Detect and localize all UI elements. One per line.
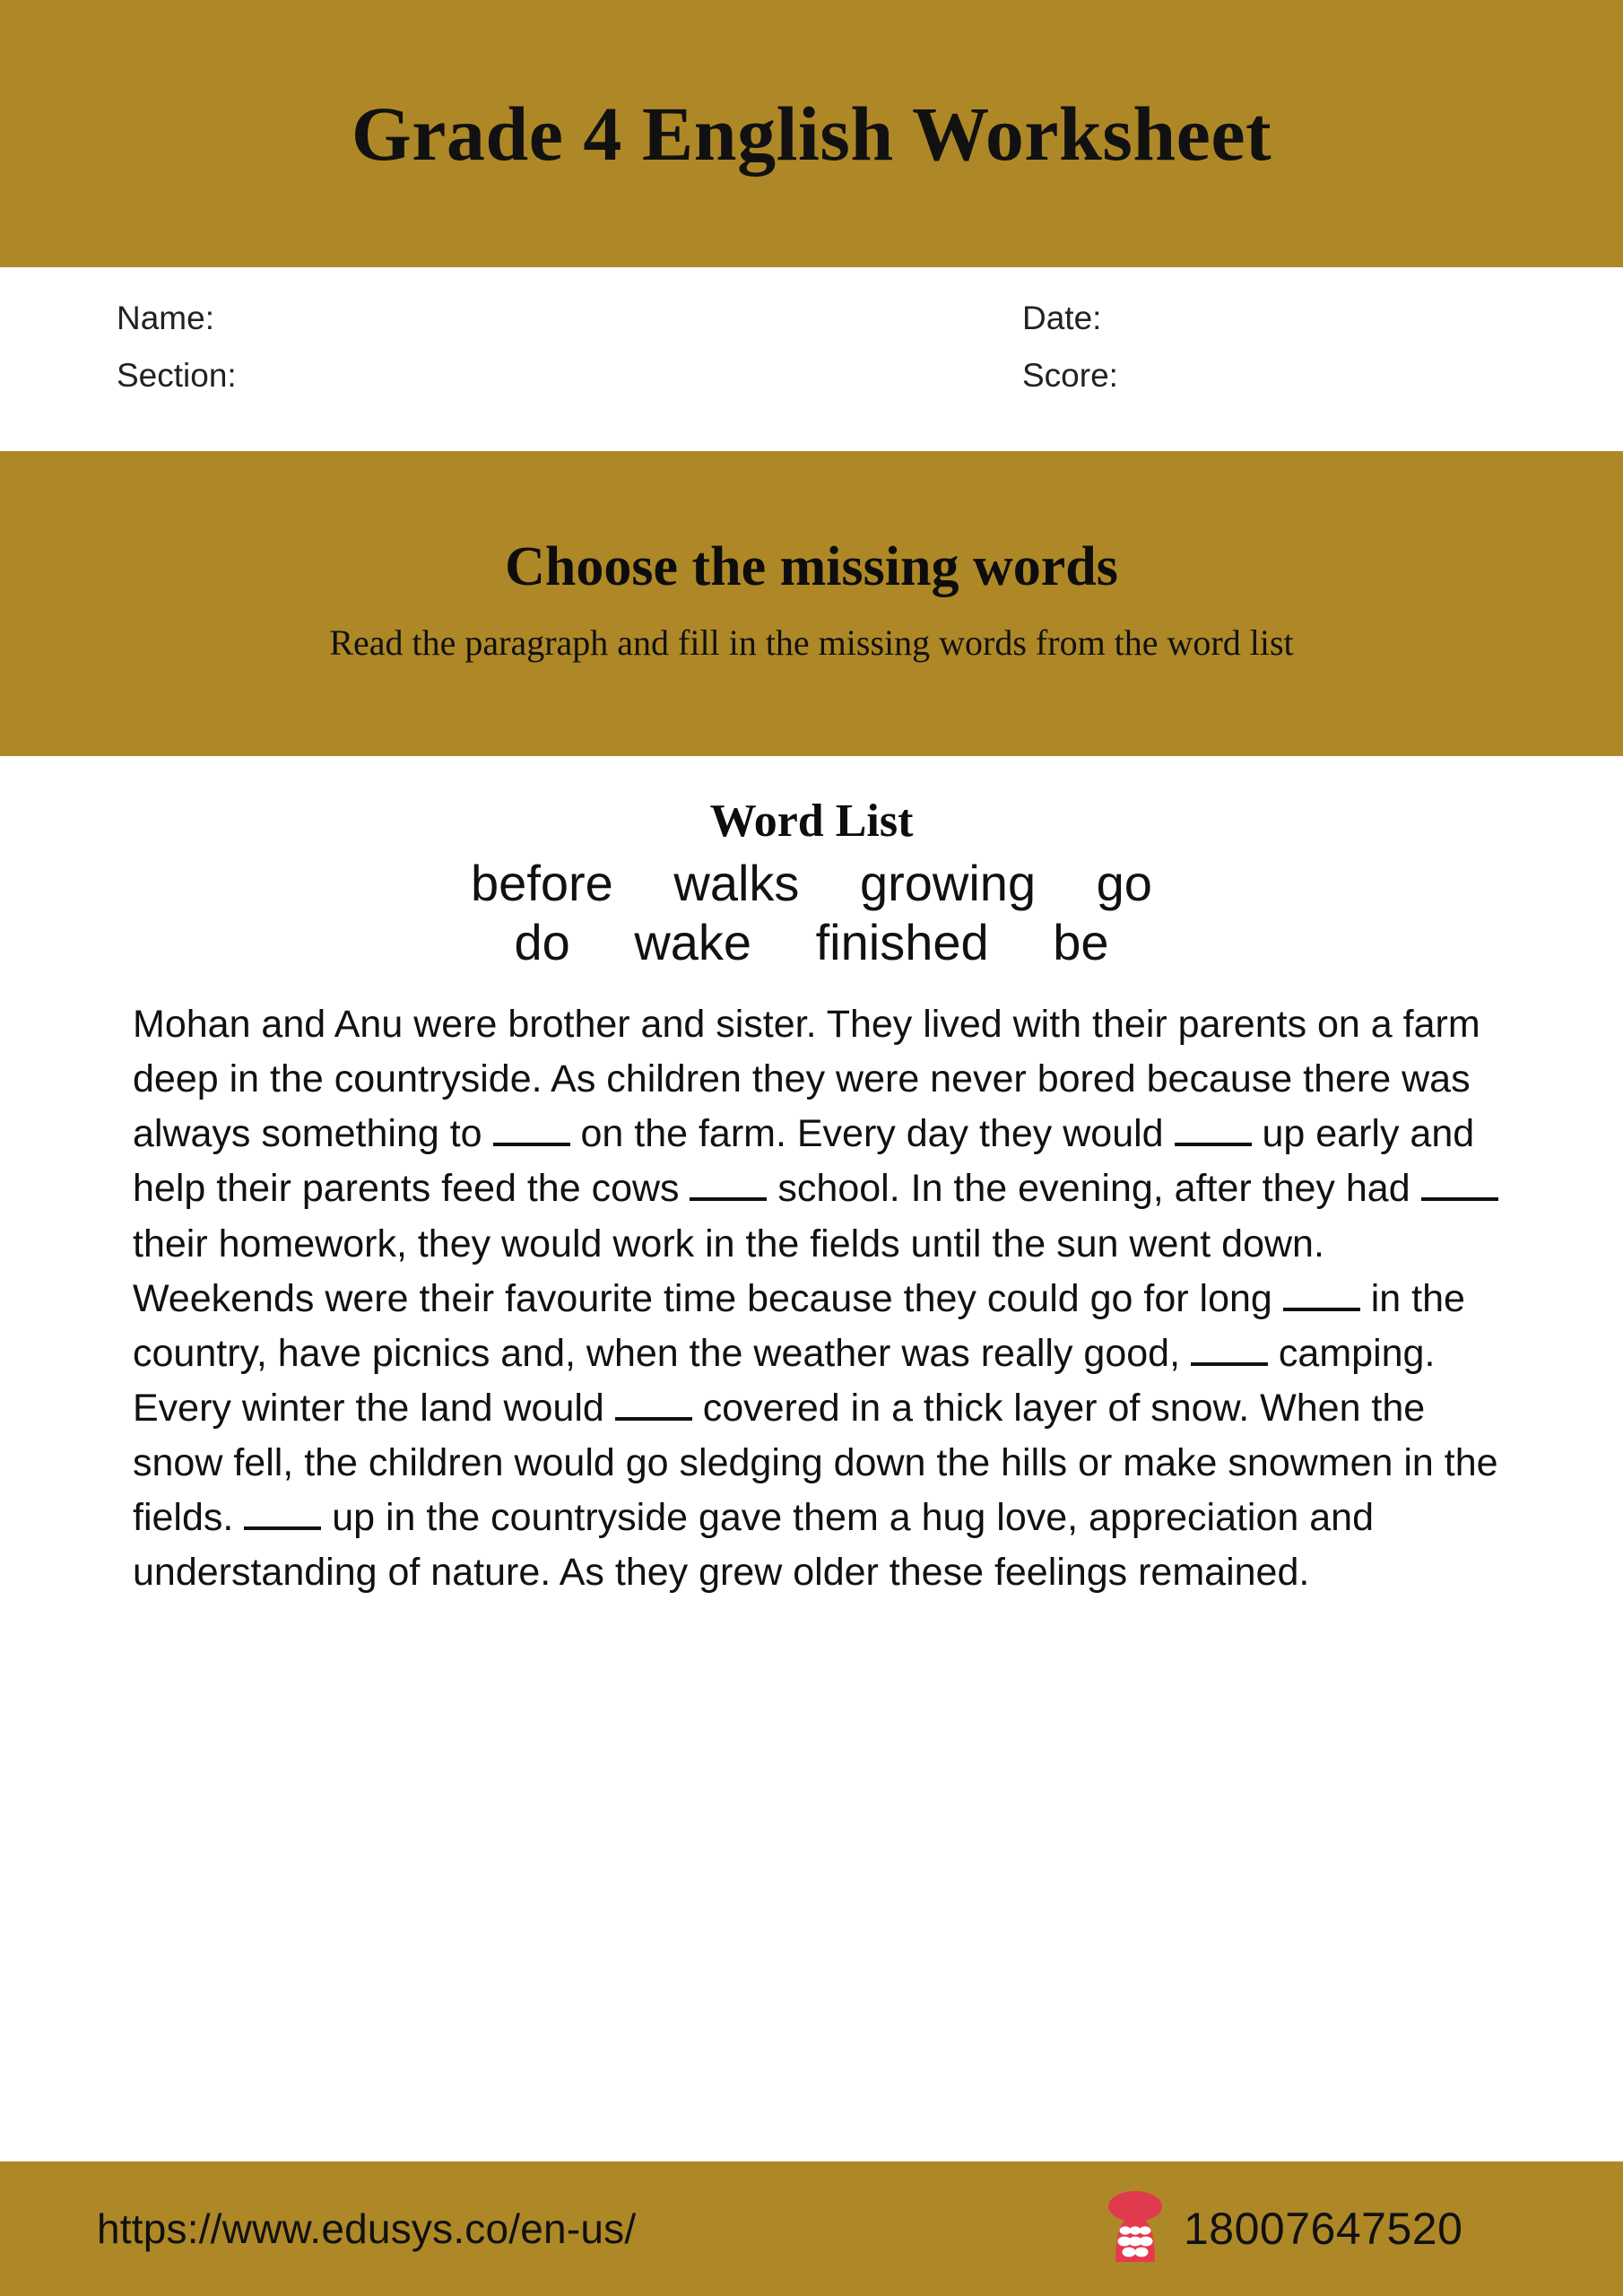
info-row-section-score <box>117 357 1372 395</box>
wordlist-word: be <box>1053 914 1109 971</box>
wordlist-word: growing <box>859 855 1037 912</box>
footer-phone-number[interactable]: 18007647520 <box>1184 2204 1463 2254</box>
date-label: Date: <box>1022 300 1102 336</box>
wordlist-heading: Word List <box>709 796 914 847</box>
answer-blank[interactable] <box>1175 1143 1252 1146</box>
worksheet-body <box>0 756 1623 2161</box>
instruction-band <box>0 451 1623 756</box>
student-info-grid <box>117 300 1372 414</box>
score-label: Score: <box>1022 357 1118 394</box>
wordlist-word: wake <box>634 914 752 971</box>
answer-blank[interactable] <box>690 1197 767 1201</box>
passage-segment: Mohan and Anu were brother and sister. They lived with their parents on a farm deep in the countryside. As children they were never bored because there was always something to <box>133 1003 1480 1156</box>
wordlist-word: go <box>1096 855 1152 912</box>
answer-blank[interactable] <box>244 1526 321 1530</box>
answer-blank[interactable] <box>1283 1308 1360 1311</box>
student-info-strip <box>0 267 1623 451</box>
passage-segment: school. In the evening, after they had <box>767 1167 1421 1211</box>
wordlist-row-2 <box>0 913 1623 972</box>
passage-segment: up in the countryside gave them a hug love, appreciation and understanding of nature. As they grew older these feelings remained. <box>133 1495 1375 1594</box>
answer-blank[interactable] <box>615 1417 692 1421</box>
passage-segment: camping. Every winter the land would <box>133 1331 1436 1430</box>
passage-segment: their homework, they would work in the fields until the sun went down. Weekends were their favourite time because they could go for long <box>133 1222 1324 1320</box>
wordlist-word: finished <box>815 914 989 971</box>
section-label: Section: <box>117 357 237 394</box>
name-label: Name: <box>117 300 214 336</box>
passage-segment: on the farm. Every day they would <box>569 1112 1175 1156</box>
header-band <box>0 0 1623 267</box>
footer-contact <box>1101 2188 1462 2270</box>
instruction-subtitle: Read the paragraph and fill in the missing words from the word list <box>329 622 1294 663</box>
instruction-title: Choose the missing words <box>505 536 1118 598</box>
info-row-name-date <box>117 300 1372 337</box>
passage-segment: covered in a thick layer of snow. When the snow fell, the children would go sledging down the hills or make snowmen in the fields. <box>133 1386 1498 1539</box>
answer-blank[interactable] <box>1191 1362 1268 1366</box>
answer-blank[interactable] <box>493 1143 570 1146</box>
footer-website-url[interactable]: https://www.edusys.co/en-us/ <box>97 2205 637 2252</box>
page-title: Grade 4 English Worksheet <box>351 91 1272 177</box>
wordlist-word: do <box>514 914 570 971</box>
footer-band <box>0 2161 1623 2296</box>
passage-segment: up early and help their parents feed the cows <box>133 1112 1475 1211</box>
wordlist-row-1 <box>0 854 1623 913</box>
telephone-icon <box>1101 2188 1169 2270</box>
wordlist-word: before <box>471 855 613 912</box>
wordlist-word: walks <box>673 855 800 912</box>
answer-blank[interactable] <box>1421 1197 1498 1201</box>
passage-segment: in the country, have picnics and, when the weather was really good, <box>133 1276 1465 1375</box>
passage-text <box>133 997 1506 1600</box>
